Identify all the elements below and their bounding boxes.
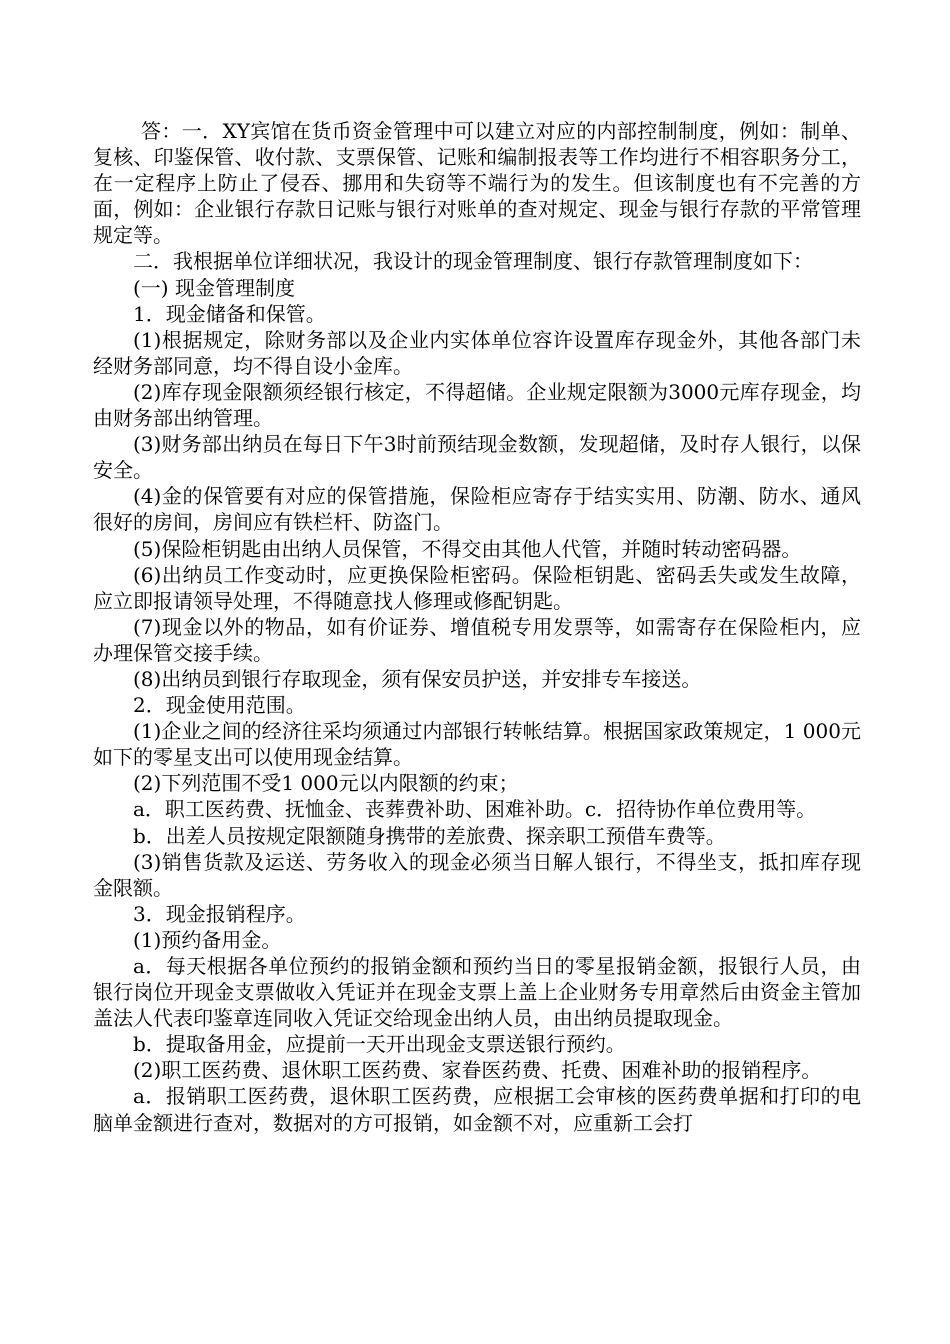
section-heading-cash-management: (一) 现金管理制度 xyxy=(133,275,295,300)
rule-item: (2)库存现金限额须经银行核定，不得超储。企业规定限额为3000元库存现金，均由财务部出纳管理。 xyxy=(93,379,861,431)
rule-subitem: a．报销职工医药费，退休职工医药费，应根据工会审核的医药费单据和打印的电脑单金额进行查对，数据对的方可报销，如金额不对，应重新工会打 xyxy=(93,1084,861,1135)
rule-item: (3)财务部出纳员在每日下午3时前预结现金数额，发现超储，及时存人银行，以保安全。 xyxy=(93,432,861,483)
rule-item: (2)下列范围不受1 000元以内限额的约束； xyxy=(133,771,519,796)
rule-subitem: a．职工医药费、抚恤金、丧葬费补助、困难补助。c．招待协作单位费用等。 xyxy=(133,797,817,822)
rule-subitem: b．出差人员按规定限额随身携带的差旅费、探亲职工预借车费等。 xyxy=(133,823,726,848)
rule-item: (2)职工医药费、退休职工医药费、家眷医药费、托费、困难补助的报销程序。 xyxy=(133,1058,822,1083)
section-two-intro: 二．我根据单位详细状况，我设计的现金管理制度、银行存款管理制度如下： xyxy=(133,249,813,274)
rule-item: (8)出纳员到银行存取现金，须有保安员护送，并安排专车接送。 xyxy=(133,666,702,691)
rule-item: (1)企业之间的经济往采均须通过内部银行转帐结算。根据国家政策规定，1 000元如下的零星支出可以使用现金结算。 xyxy=(93,719,861,770)
rule-item: (6)出纳员工作变动时，应更换保险柜密码。保险柜钥匙、密码丢失或发生故障，应立即报请领导处理，不得随意找人修理或修配钥匙。 xyxy=(93,562,861,613)
rule-item: (7)现金以外的物品，如有价证券、增值税专用发票等，如需寄存在保险柜内，应办理保管交接手续。 xyxy=(93,614,861,665)
subheading-cash-storage: 1．现金储备和保管。 xyxy=(133,301,326,326)
document-body xyxy=(93,118,861,1136)
rule-subitem: b．提取备用金，应提前一天开出现金支票送银行预约。 xyxy=(133,1032,626,1057)
rule-subitem: a．每天根据各单位预约的报销金额和预约当日的零星报销金额，报银行人员，由银行岗位开现金支票做收入凭证并在现金支票上盖上企业财务专用章然后由资金主管加盖法人代表印鉴章连同收入凭证交给现金出纳人员，由出纳员提取现金。 xyxy=(93,954,861,1031)
rule-item: (1)根据规定，除财务部以及企业内实体单位容许设置库存现金外，其他各部门未经财务部同意，均不得自设小金库。 xyxy=(93,327,861,378)
rule-item: (1)预约备用金。 xyxy=(133,927,282,952)
subheading-cash-usage: 2．现金使用范围。 xyxy=(133,693,306,718)
rule-item: (3)销售货款及运送、劳务收入的现金必须当日解人银行，不得坐支，抵扣库存现金限额。 xyxy=(93,849,861,900)
rule-item: (5)保险柜钥匙由出纳人员保管，不得交由其他人代管，并随时转动密码器。 xyxy=(133,536,802,561)
subheading-reimbursement: 3．现金报销程序。 xyxy=(133,901,306,926)
rule-item: (4)金的保管要有对应的保管措施，保险柜应寄存于结实实用、防潮、防水、通风很好的房间，房间应有铁栏杆、防盗门。 xyxy=(93,484,861,535)
answer-paragraph: 答：一．XY宾馆在货币资金管理中可以建立对应的内部控制制度，例如：制单、复核、印鉴保管、收付款、支票保管、记账和编制报表等工作均进行不相容职务分工，在一定程序上防止了侵吞、挪用和失窃等不端行为的发生。但该制度也有不完善的方面，例如：企业银行存款日记账与银行对账单的查对规定、现金与银行存款的平常管理规定等。 xyxy=(93,119,861,248)
